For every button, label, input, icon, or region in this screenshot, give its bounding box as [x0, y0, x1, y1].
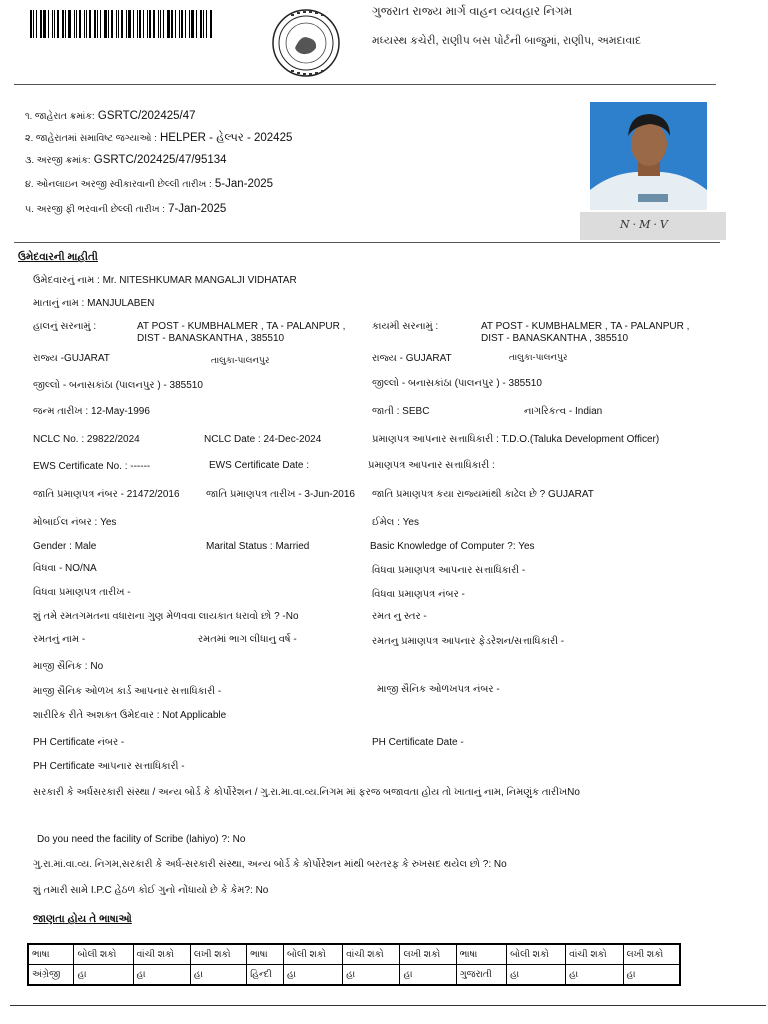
- barcode-bar: [65, 10, 66, 38]
- barcode-bar: [143, 10, 144, 38]
- candidate-name: ઉમેદવારનું નામ : Mr. NITESHKUMAR MANGALJI VIDHATAR: [33, 275, 297, 286]
- summary-last-date-fee: ૫. અરજી ફી ભરવાની છેલ્લી તારીખ : 7-Jan-2025: [25, 203, 227, 215]
- barcode-bar: [36, 10, 37, 38]
- table-cell: હા: [343, 965, 400, 986]
- barcode-bar: [139, 10, 141, 38]
- candidate-photo: [590, 102, 707, 210]
- caste-certificate-date: જાતિ પ્રમાણપત્ર તારીખ - 3-Jun-2016: [206, 489, 355, 500]
- table-cell: વાંચી શકો: [133, 944, 190, 965]
- barcode-bar: [118, 10, 119, 38]
- widow-certificate-authority: વિધવા પ્રમાણપત્ર આપનાર સત્તાધિકારી -: [372, 565, 526, 576]
- barcode-bar: [68, 10, 71, 38]
- nationality: નાગરિકત્વ - Indian: [524, 406, 603, 417]
- state-current: રાજ્ય -GUJARAT: [33, 353, 110, 364]
- table-row: [28, 965, 680, 986]
- current-address-label: હાલનું સરનામું :: [33, 321, 97, 332]
- barcode-bar: [179, 10, 180, 38]
- nclc-number: NCLC No. : 29822/2024: [33, 434, 140, 445]
- barcode-bar: [89, 10, 91, 38]
- barcode-bar: [54, 10, 55, 38]
- criminal-case: શું તમારી સામે I.P.C હેઠળ કોઈ ગુનો નોંધાયો છે કે કેમ?: No: [33, 885, 269, 896]
- barcode-bar: [84, 10, 85, 38]
- gsrtc-seal-logo: [271, 8, 341, 78]
- barcode-bar: [181, 10, 183, 38]
- sports-level: રમત નુ સ્તર -: [372, 611, 427, 622]
- caste-certificate-state: જાતિ પ્રમાણપત્ર કયા રાજ્યમાંથી કાઢેલ છે ? GUJARAT: [372, 489, 594, 500]
- barcode-bar: [160, 10, 161, 38]
- ex-serviceman-card-number: માજી સૈનિક ઓળખપત્ર નંબર -: [377, 684, 500, 695]
- barcode-bar: [33, 10, 34, 38]
- district-current: જીલ્લો - બનાસકાંઠા (પાલનપુર ) - 385510: [33, 380, 203, 391]
- table-cell: બોલી શકો: [284, 944, 343, 965]
- barcode-bar: [167, 10, 170, 38]
- table-cell: ભાષા: [247, 944, 284, 965]
- barcode-bar: [79, 10, 81, 38]
- ews-certificate-date: EWS Certificate Date :: [209, 460, 310, 471]
- barcode-bar: [52, 10, 53, 38]
- barcode: [30, 10, 242, 38]
- barcode-bar: [116, 10, 117, 38]
- email: ઈમેલ : Yes: [372, 517, 419, 528]
- physically-disabled: શારીરિક રીતે અશક્ત ઉમેદવાર : Not Applicable: [33, 710, 227, 721]
- barcode-bar: [86, 10, 87, 38]
- org-name: ગુજરાત રાજ્ય માર્ગ વાહન વ્યવહાર નિગમ: [372, 4, 573, 18]
- table-cell: લખી શકો: [190, 944, 246, 965]
- table-cell: વાંચી શકો: [566, 944, 623, 965]
- table-cell: હા: [400, 965, 456, 986]
- current-address-line2: DIST - BANASKANTHA , 385510: [137, 333, 285, 344]
- barcode-bar: [74, 10, 75, 38]
- ph-certificate-date: PH Certificate Date -: [372, 737, 464, 748]
- table-cell: બોલી શકો: [507, 944, 566, 965]
- table-cell: લખી શકો: [623, 944, 680, 965]
- mobile-number: મોબાઈલ નંબર : Yes: [33, 517, 117, 528]
- table-cell: વાંચી શકો: [343, 944, 400, 965]
- barcode-bar: [175, 10, 176, 38]
- ex-serviceman: માજી સૈનિક : No: [33, 661, 104, 672]
- sports-name: રમતનું નામ -: [33, 634, 86, 645]
- barcode-bar: [128, 10, 131, 38]
- section-title-candidate-info: ઉમેદવારની માહીતી: [18, 251, 98, 263]
- barcode-bar: [149, 10, 151, 38]
- widow-status: વિધવા - NO/NA: [33, 563, 97, 574]
- table-cell: હા: [133, 965, 190, 986]
- candidate-signature: N·M·V: [580, 212, 726, 240]
- barcode-bar: [137, 10, 138, 38]
- barcode-bar: [153, 10, 155, 38]
- dismissed-from-service: ગુ.રા.માં.વા.વ્ય. નિગમ,સરકારી કે અર્ધ-સરકારી સંસ્થા, અન્ય બોર્ડ કે કોર્પોરેશન માંથી બરતરફ કે રુખસદ થયેલ છો ?: No: [33, 859, 507, 870]
- table-cell: ભાષા: [456, 944, 506, 965]
- table-cell: હા: [623, 965, 680, 986]
- barcode-bar: [97, 10, 98, 38]
- scribe-facility: Do you need the facility of Scribe (lahiyo) ?: No: [37, 834, 246, 845]
- mother-name: માતાનું નામ : MANJULABEN: [33, 298, 155, 309]
- gender: Gender : Male: [33, 541, 97, 552]
- barcode-bar: [76, 10, 77, 38]
- barcode-bar: [163, 10, 164, 38]
- government-employee: સરકારી કે અર્ધસરકારી સંસ્થા / અન્ય બોર્ડ કે કોર્પોરેશન / ગુ.રા.મા.વા.વ્ય.નિગમ માં ફરજ બજાવતા હોય તો ખાતાનું નામ, નિમણુંક તારીખNo: [33, 787, 580, 798]
- barcode-bar: [108, 10, 109, 38]
- barcode-bar: [203, 10, 204, 38]
- barcode-bar: [200, 10, 202, 38]
- barcode-bar: [121, 10, 123, 38]
- widow-certificate-date: વિધવા પ્રમાણપત્ર તારીખ -: [33, 587, 131, 598]
- caste: જાતી : SEBC: [372, 406, 430, 417]
- widow-certificate-number: વિધવા પ્રમાણપત્ર નંબર -: [372, 589, 465, 600]
- table-cell: ગુજરાતી: [456, 965, 506, 986]
- table-cell: ભાષા: [28, 944, 74, 965]
- org-address: મધ્યસ્થ કચેરી, રાણીપ બસ પોર્ટની બાજુમાં, રાણીપ, અમદાવાદ: [372, 35, 642, 47]
- caste-certificate-number: જાતિ પ્રમાણપત્ર નંબર - 21472/2016: [33, 489, 180, 500]
- barcode-bar: [48, 10, 49, 38]
- sports-eligibility: શું તમે રમતગમતના વધારાના ગુણ મેળવવા લાયકાત ધરાવો છો ? -No: [33, 611, 299, 622]
- languages-table-header: [28, 944, 680, 965]
- nclc-authority: પ્રમાણપત્ર આપનાર સત્તાધિકારી : T.D.O.(Taluka Development Officer): [372, 434, 660, 445]
- barcode-bar: [94, 10, 96, 38]
- marital-status: Marital Status : Married: [206, 541, 310, 552]
- district-permanent: જીલ્લો - બનાસકાંઠા (પાલનપુર ) - 385510: [372, 378, 542, 389]
- barcode-bar: [196, 10, 197, 38]
- computer-knowledge: Basic Knowledge of Computer ?: Yes: [370, 541, 535, 552]
- barcode-bar: [206, 10, 207, 38]
- taluka-current: તાલુકા-પાલનપુર: [211, 355, 270, 365]
- barcode-bar: [40, 10, 42, 38]
- ph-certificate-number: PH Certificate નંબર -: [33, 737, 125, 748]
- barcode-bar: [126, 10, 127, 38]
- permanent-address-line2: DIST - BANASKANTHA , 385510: [481, 333, 629, 344]
- barcode-bar: [210, 10, 212, 38]
- date-of-birth: જન્મ તારીખ : 12-May-1996: [33, 406, 150, 417]
- table-cell: બોલી શકો: [74, 944, 133, 965]
- ph-certificate-authority: PH Certificate આપનાર સત્તાધિકારી -: [33, 761, 185, 772]
- current-address-line1: AT POST - KUMBHALMER , TA - PALANPUR ,: [137, 321, 346, 332]
- table-cell: હા: [74, 965, 133, 986]
- languages-table: [27, 943, 681, 986]
- ex-serviceman-card-authority: માજી સૈનિક ઓળખ કાર્ડ આપનાર સત્તાધિકારી -: [33, 686, 222, 697]
- barcode-bar: [43, 10, 46, 38]
- header-divider: [14, 84, 716, 85]
- barcode-bar: [158, 10, 159, 38]
- barcode-bar: [171, 10, 173, 38]
- barcode-bar: [189, 10, 190, 38]
- ews-certificate-number: EWS Certificate No. : ------: [33, 461, 151, 472]
- summary-last-date-apply: ૪. ઓનલાઇન અરજી સ્વીકારવાની છેલ્લી તારીખ : 5-Jan-2025: [25, 178, 274, 190]
- barcode-bar: [104, 10, 107, 38]
- table-cell: લખી શકો: [400, 944, 456, 965]
- barcode-bar: [133, 10, 134, 38]
- table-cell: અંગ્રેજી: [28, 965, 74, 986]
- footer-divider: [10, 1005, 766, 1006]
- barcode-bar: [191, 10, 194, 38]
- permanent-address-label: કાયમી સરનામું :: [372, 321, 439, 332]
- barcode-bar: [57, 10, 59, 38]
- barcode-bar: [30, 10, 32, 38]
- summary-post: ૨. જાહેરાતમાં સમાવિષ્ટ જગ્યાઓ : HELPER - હેલ્પર - 202425: [25, 132, 293, 144]
- barcode-bar: [185, 10, 186, 38]
- permanent-address-line1: AT POST - KUMBHALMER , TA - PALANPUR ,: [481, 321, 690, 332]
- ews-authority: પ્રમાણપત્ર આપનાર સત્તાધિકારી :: [368, 460, 495, 471]
- languages-title: જાણતા હોય તે ભાષાઓ: [33, 913, 132, 925]
- nclc-date: NCLC Date : 24-Dec-2024: [204, 434, 322, 445]
- state-permanent: રાજ્ય - GUJARAT: [372, 353, 452, 364]
- table-cell: હિન્દી: [247, 965, 284, 986]
- sports-year: રમતમાં ભાગ લીધાનુ વર્ષ -: [198, 634, 297, 645]
- table-cell: હા: [190, 965, 246, 986]
- taluka-permanent: તાલુકા-પાલનપુર: [509, 352, 568, 362]
- section-divider: [14, 242, 720, 243]
- barcode-bar: [147, 10, 148, 38]
- summary-application-no: ૩. અરજી ક્રમાંક: GSRTC/202425/47/95134: [25, 154, 227, 166]
- barcode-bar: [62, 10, 64, 38]
- sports-certificate-authority: રમતનુ પ્રમાણપત્ર આપનાર ફેડરેશન/સત્તાધિકારી -: [372, 636, 565, 647]
- barcode-bar: [100, 10, 101, 38]
- table-cell: હા: [566, 965, 623, 986]
- barcode-bar: [111, 10, 113, 38]
- summary-advt-no: ૧. જાહેરાત ક્રમાંક: GSRTC/202425/47: [25, 110, 196, 122]
- table-cell: હા: [507, 965, 566, 986]
- table-cell: હા: [284, 965, 343, 986]
